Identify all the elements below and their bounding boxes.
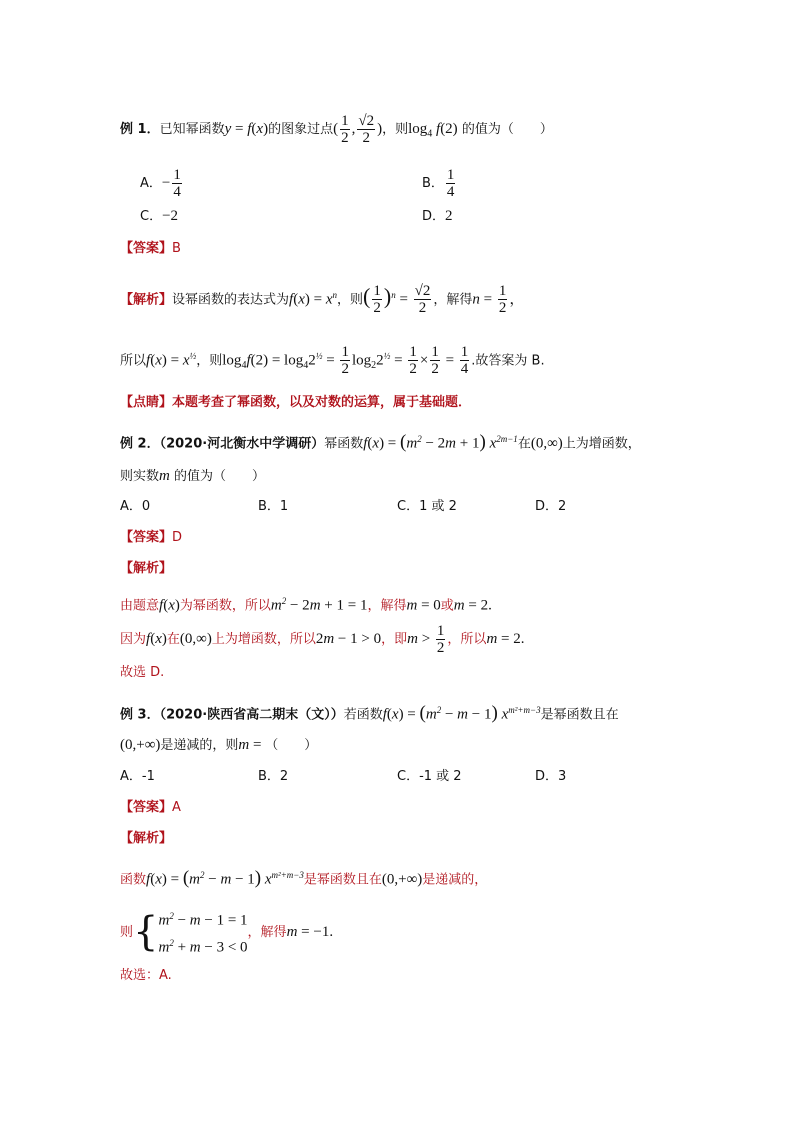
ex1-option-b[interactable]: B． $\frac{1}{4}$ xyxy=(422,167,455,200)
ex3-answer: 【答案】A xyxy=(120,800,181,815)
ex2-answer: 【答案】D xyxy=(120,530,183,545)
ex3-option-c[interactable]: C．-1 或 2 xyxy=(397,769,462,784)
ex3-option-d[interactable]: D．3 xyxy=(535,769,567,784)
ex1-option-d[interactable]: D．2 xyxy=(422,208,453,224)
ex3-analysis-line-1: 函数$f(x) = (m^2 - m - 1)$ $x^{m^2+m-3}$是幂函数且在(0,+∞)是递减的， xyxy=(120,867,488,889)
ex2-analysis-tag: 【解析】 xyxy=(120,561,173,576)
ex3-question-line-2: (0,+∞)是递减的，则m = （ ） xyxy=(120,737,318,753)
ex3-question-line-1: 例 3．（2020·陕西省高二期末（文））若函数$f(x) = (m^2 - m - 1)$ $x^{m^2+m-3}$是幂函数且在 xyxy=(120,702,619,724)
ex3-option-b[interactable]: B．2 xyxy=(258,769,289,784)
ex2-option-c[interactable]: C．1 或 2 xyxy=(397,499,457,514)
ex1-analysis-line-2: 所以$f(x) = x^{\frac{1}{2}}$，则$\log_4f(2) = \log_42^{\frac{1}{2}}$ = $\frac{1}{2}$ $\log_22^{\frac{1}{2}}$ = $\frac{1}{2}$ × $\frac{1}{2}$ = $\frac{1}{4}$ .故答案为 B. xyxy=(120,344,545,378)
ex2-question-line-2: 则实数m 的值为（ ） xyxy=(120,468,266,484)
ex2-question-line-1: 例 2．（2020·河北衡水中学调研）幂函数$f(x) = (m^2 - 2m + 1)$ $x^{2m-1}$在(0,∞)上为增函数， xyxy=(120,431,641,453)
ex2-option-a[interactable]: A．0 xyxy=(120,499,151,514)
ex1-analysis-line-1: 【解析】设幂函数的表达式为$f(x) = x^n$，则( $\frac{1}{2}$ )$^n$ = $\frac{√2}{2}$ ，解得n = $\frac{1}{2}$ ， xyxy=(120,283,525,317)
ex2-option-b[interactable]: B．1 xyxy=(258,499,289,514)
ex1-option-a[interactable]: A．− $\frac{1}{4}$ xyxy=(140,167,181,200)
ex2-analysis-line-3: 故选 D. xyxy=(120,665,165,680)
ex1-question: 例 1．已知幂函数y = f(x)的图象过点( $\frac{1}{2}$ , $\frac{√2}{2}$ )，则$\log_4 f(2)$ 的值为（ ） xyxy=(120,113,553,146)
ex3-analysis-tag: 【解析】 xyxy=(120,831,173,846)
ex2-analysis-line-1: 由题意f(x)为幂函数，所以$m^2 - 2m + 1 = 1$，解得m = 0或m = 2. xyxy=(120,596,492,614)
ex3-option-a[interactable]: A．-1 xyxy=(120,769,155,784)
ex1-comment: 【点睛】本题考查了幂函数，以及对数的运算，属于基础题． xyxy=(120,395,472,410)
ex2-option-d[interactable]: D．2 xyxy=(535,499,567,514)
ex3-analysis-line-3: 故选：A. xyxy=(120,968,172,983)
ex1-answer: 【答案】B xyxy=(120,241,181,256)
ex1-label: 例 1． xyxy=(120,122,160,137)
ex2-analysis-line-2: 因为f(x)在(0,∞)上为增函数，所以2m − 1 > 0，即m > $\frac{1}{2}$ ，所以m = 2. xyxy=(120,623,525,656)
ex1-option-c[interactable]: C．−2 xyxy=(140,208,179,224)
ex3-analysis-line-2: 则{ $m^2 - m - 1 = 1$ $m^2 + m - 3 < 0$ ，解得m = −1. xyxy=(120,909,334,956)
